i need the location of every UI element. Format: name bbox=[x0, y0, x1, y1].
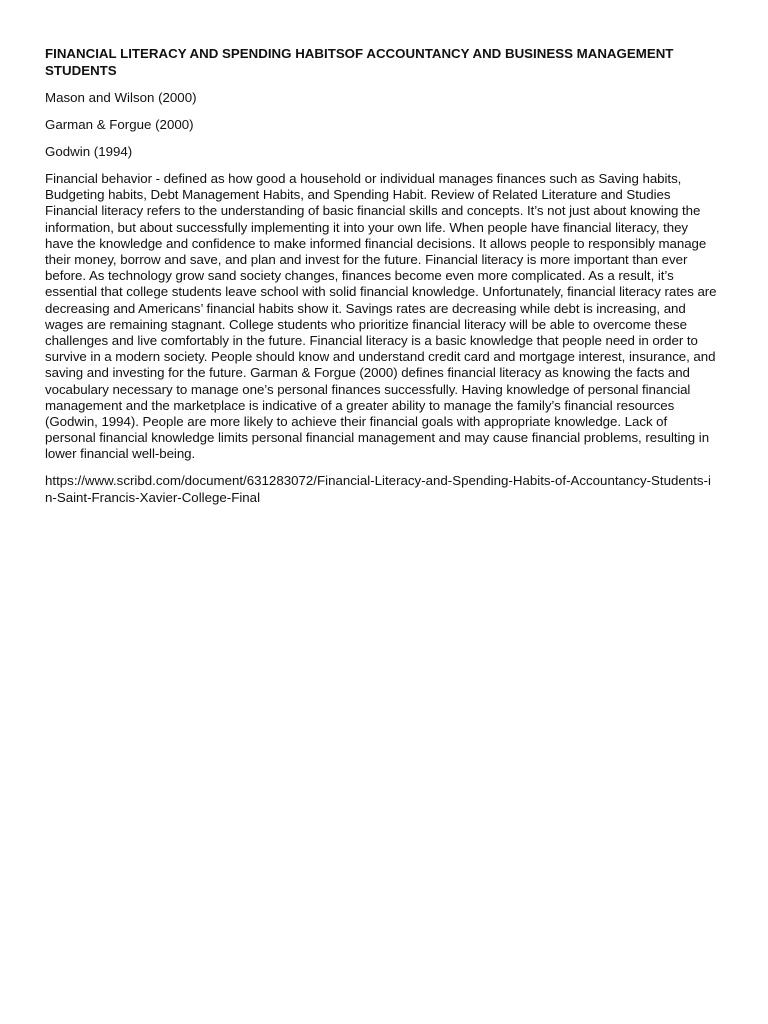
source-url: https://www.scribd.com/document/631283072/Financial-Literacy-and-Spending-Habits-of-Accountancy-Students-in-Saint-Francis-Xavier-College-Final bbox=[45, 473, 711, 505]
reference-mason-wilson: Mason and Wilson (2000) bbox=[45, 90, 197, 105]
body-paragraph: Financial behavior - defined as how good a household or individual manages finances such as Saving habits, Budgeting habits, Debt Management Habits, and Spending Habit. Review of Related Literature and Studies Financial literacy refers to the understanding of basic financial skills and concepts. It’s not just about knowing the information, but about successfully implementing it into your own life. When people have financial literacy, they have the knowledge and confidence to make informed financial decisions. It allows people to responsibly manage their money, borrow and save, and plan and invest for the future. Financial literacy is more important than ever before. As technology grow sand society changes, finances become even more complicated. As a result, it’s essential that college students leave school with solid financial knowledge. Unfortunately, financial literacy rates are decreasing and Americans’ financial habits show it. Savings rates are decreasing while debt is increasing, and wages are remaining stagnant. College students who prioritize financial literacy will be able to overcome these challenges and live comfortably in the future. Financial literacy is a basic knowledge that people need in order to survive in a modern society. People should know and understand credit card and mortgage interest, insurance, and saving and investing for the future. Garman & Forgue (2000) defines financial literacy as knowing the facts and vocabulary necessary to manage one’s personal finances successfully. Having knowledge of personal financial management and the marketplace is indicative of a greater ability to manage the family’s financial resources (Godwin, 1994). People are more likely to achieve their financial goals with appropriate knowledge. Lack of personal financial knowledge limits personal financial management and may cause financial problems, resulting in lower financial well-being. bbox=[45, 171, 717, 462]
document-title: FINANCIAL LITERACY AND SPENDING HABITSOF ACCOUNTANCY AND BUSINESS MANAGEMENT STUDENTS bbox=[45, 46, 674, 78]
document-content bbox=[45, 46, 717, 506]
reference-godwin: Godwin (1994) bbox=[45, 144, 133, 159]
reference-garman-forgue: Garman & Forgue (2000) bbox=[45, 117, 194, 132]
